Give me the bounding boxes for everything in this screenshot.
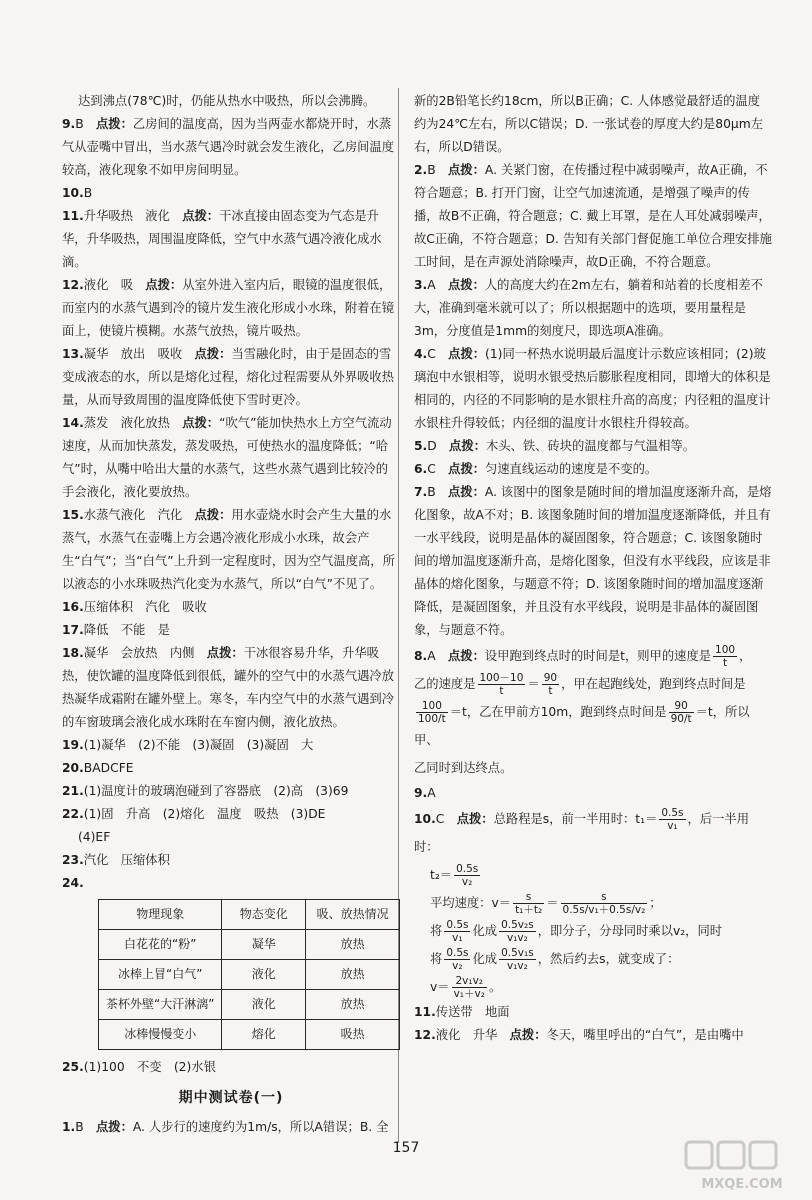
hint-label: 点拨：	[95, 1120, 133, 1134]
fraction-numerator: 0.5v₁s	[501, 947, 534, 959]
answer-value: 凝华 会放热 内侧	[83, 646, 195, 660]
hint-text: 乙房间的温度高，因为当两壶水都烧开时，水蒸气从壶嘴中冒出，当水蒸气遇冷时就会发生液化，乙房间温度较高，液化现象不如甲房间明显。	[62, 117, 395, 177]
equation-line	[414, 670, 772, 698]
answer-choice: C	[435, 812, 445, 826]
answer-20	[62, 757, 400, 780]
hint-text: 设甲跑到终点时的时间是t，则甲的速度是	[484, 649, 712, 663]
answer-value: 水蒸气液化 汽化	[83, 508, 183, 522]
midterm-answer-10	[414, 805, 772, 1001]
fraction-numerator: 100	[715, 644, 736, 656]
answer-14	[62, 412, 400, 504]
answer-value: (1)温度计的玻璃泡碰到了容器底 (2)高 (3)69	[83, 784, 349, 798]
midterm-answer-5	[414, 435, 772, 458]
fraction	[499, 919, 536, 944]
answer-number: 7.	[414, 485, 428, 499]
answer-21	[62, 780, 400, 803]
hint-text: 平均速度：v＝	[430, 896, 512, 910]
fraction	[513, 891, 544, 916]
fraction	[444, 919, 470, 944]
equation-line	[414, 698, 772, 754]
hint-text: 人的高度大约在2m左右，躺着和站着的长度相差不大，准确到毫米就可以了；所以根据题中的选项，要用量程是3m，分度值是1mm的刻度尺，即选项A准确。	[414, 278, 763, 338]
hint-label: 点拨：	[449, 439, 486, 453]
fraction-numerator: 0.5v₂s	[501, 919, 534, 931]
answer-number: 10.	[62, 186, 84, 200]
answer-number: 11.	[414, 1005, 436, 1019]
midterm-answer-6	[414, 458, 772, 481]
answer-number: 8.	[414, 649, 428, 663]
table-cell: 白花花的“粉”	[99, 930, 222, 960]
answer-number: 18.	[62, 646, 84, 660]
hint-label: 点拨：	[145, 278, 183, 292]
fraction-denominator: v₂	[452, 960, 463, 972]
fraction	[478, 672, 526, 697]
midterm-answer-12	[414, 1024, 772, 1047]
hint-text: 木头、铁、砖块的温度都与气温相等。	[485, 439, 695, 453]
table-header-cell: 物态变化	[222, 900, 306, 930]
answer-number: 17.	[62, 623, 84, 637]
hint-label: 点拨：	[448, 462, 486, 476]
answer-choice: B	[427, 163, 436, 177]
answer-number: 15.	[62, 508, 84, 522]
midterm-answer-2	[414, 159, 772, 274]
table-header-cell: 吸、放热情况	[306, 900, 400, 930]
answer-number: 12.	[414, 1028, 436, 1042]
table-cell: 放热	[306, 990, 400, 1020]
fraction	[444, 947, 470, 972]
hint-text: A. 人步行的速度约为1m/s，所以A错误；B. 全	[132, 1120, 389, 1134]
answer-12	[62, 274, 400, 343]
fraction-denominator: v₁	[452, 932, 463, 944]
answer-number: 25.	[62, 1060, 84, 1074]
left-column	[62, 90, 400, 1139]
fraction-numerator: 0.5s	[661, 807, 684, 819]
hint-label: 点拨：	[447, 485, 485, 499]
table-cell: 液化	[222, 990, 306, 1020]
right-column	[400, 90, 772, 1047]
fraction-numerator: s	[513, 891, 544, 904]
answer-choice: A	[427, 649, 436, 663]
answer-number: 22.	[62, 807, 84, 821]
table-cell: 茶杯外壁“大汗淋漓”	[99, 990, 222, 1020]
answer-9	[62, 113, 400, 182]
answer-choice: C	[427, 347, 436, 361]
answer-value: 蒸发 液化放热	[83, 416, 170, 430]
hint-text: ＝t，所以甲、	[414, 705, 750, 747]
answer-11	[62, 205, 400, 274]
hint-text: A. 该图中的图象是随时间的增加温度逐渐升高，是熔化图象，故A不对；B. 该图象随时间的增加温度逐渐降低，并且有一水平线段，说明是晶体的凝固图象，符合题意；C. 该图象随时间的增加温度逐渐升高，是熔化图象，但没有水平线段，应该是非晶体的熔化图象，与题意不符；D. 该图象随时间的增加温度逐渐降低，是凝固图象，并且没有水平线段，说明是非晶体的凝固图象，与题意不符。	[414, 485, 772, 637]
hint-text: v＝	[430, 980, 450, 994]
table-cell: 吸热	[306, 1020, 400, 1050]
answer-value: 传送带 地面	[435, 1005, 510, 1019]
hint-text: ，然后约去s，就变成了：	[537, 952, 680, 966]
equation-line	[414, 861, 772, 889]
fraction	[669, 700, 694, 725]
hint-label: 点拨：	[447, 163, 485, 177]
answer-choice: B	[75, 1120, 84, 1134]
answer-number: 23.	[62, 853, 84, 867]
fraction-denominator: 100/t	[418, 713, 446, 725]
answer-number: 13.	[62, 347, 84, 361]
answer-number: 6.	[414, 462, 428, 476]
answer-8-continued: 达到沸点(78℃)时，仍能从热水中吸热，所以会沸腾。	[78, 94, 376, 108]
hint-text: t₂＝	[430, 868, 453, 882]
fraction-numerator: 2v₁v₂	[452, 975, 487, 988]
answer-value: 汽化 压缩体积	[83, 853, 170, 867]
fraction-denominator: 90/t	[670, 713, 692, 725]
fraction-numerator: 90	[543, 672, 558, 684]
fraction-numerator: s	[561, 891, 648, 904]
fraction-numerator: 0.5s	[446, 919, 469, 931]
fraction-denominator: v₁v₂	[506, 960, 528, 972]
answer-number: 21.	[62, 784, 84, 798]
hint-text: ，甲在起跑线处，跑到终点时间是	[561, 677, 746, 691]
hint-text: 当雪融化时，由于是固态的雪变成液态的水，所以是熔化过程，熔化过程需要从外界吸收热量，从而导致周围的温度降低使下雪时更冷。	[62, 347, 395, 407]
fraction	[542, 672, 559, 697]
answer-number: 11.	[62, 209, 84, 223]
fraction	[561, 891, 648, 916]
hint-text: 乙的速度是	[414, 677, 476, 691]
hint-label: 点拨：	[95, 117, 133, 131]
hint-label: 点拨：	[194, 508, 232, 522]
answer-number: 3.	[414, 278, 428, 292]
watermark-logo	[682, 1138, 802, 1196]
answer-number: 1.	[62, 1120, 76, 1134]
answer-choice: A	[427, 786, 436, 800]
midterm-answer-3	[414, 274, 772, 343]
phenomena-table	[98, 899, 400, 1050]
hint-label: 点拨：	[448, 347, 486, 361]
table-cell: 放热	[306, 960, 400, 990]
answer-number: 19.	[62, 738, 84, 752]
answer-number: 14.	[62, 416, 84, 430]
answer-value: (1)100 不变 (2)水银	[83, 1060, 216, 1074]
hint-text: A. 关紧门窗，在传播过程中减弱噪声，故A正确，不符合题意；B. 打开门窗，让空气加速流通，是增强了噪声的传播，故B不正确，符合题意；C. 戴上耳罩，是在人耳处减弱噪声，故C正确，不符合题意；D. 告知有关部门督促施工单位合理安排施工时间，是在声源处消除噪声，故D正确，不符合题意。	[414, 163, 772, 269]
table-cell: 液化	[222, 960, 306, 990]
table-row	[99, 1020, 400, 1050]
answer-16	[62, 596, 400, 619]
equation-line	[414, 945, 772, 973]
midterm-answer-4	[414, 343, 772, 435]
fraction	[452, 975, 487, 1000]
answer-number: 5.	[414, 439, 428, 453]
midterm-answer-1-continued: 新的2B铅笔长约18cm，所以B正确；C. 人体感觉最舒适的温度约为24℃左右，所以C错误；D. 一张试卷的厚度大约是80μm左右，所以D错误。	[414, 94, 764, 154]
hint-text: 匀速直线运动的速度是不变的。	[485, 462, 658, 476]
fraction	[659, 807, 685, 832]
equation-line	[414, 917, 772, 945]
hint-text: ，即分子，分母同时乘以v₂，同时	[537, 924, 723, 938]
table-cell: 冰棒慢慢变小	[99, 1020, 222, 1050]
hint-label: 点拨：	[182, 416, 220, 430]
answer-25	[62, 1056, 400, 1079]
midterm-answer-1	[62, 1116, 400, 1139]
hint-text: 干冰直接由固态变为气态是升华，升华吸热，周围温度降低，空气中水蒸气遇冷液化成水滴。	[62, 209, 382, 269]
watermark-text: MXQE.COM	[701, 1177, 783, 1192]
hint-text: (1)同一杯热水说明最后温度计示数应该相同；(2)玻璃泡中水银相等，说明水银受热后膨胀程度相同，即增大的体积是相同的，内径的不同影响的是水银柱升高的高度；内径粗的温度计水银柱升得较低；内径细的温度计水银柱升得较高。	[414, 347, 771, 430]
hint-text: 冬天，嘴里呼出的“白气”，是由嘴中	[546, 1028, 744, 1042]
answer-value: 压缩体积 汽化 吸收	[83, 600, 207, 614]
answer-number: 2.	[414, 163, 428, 177]
answer-value: 升华吸热 液化	[83, 209, 170, 223]
hint-text: 从室外进入室内后，眼镜的温度很低，而室内的水蒸气遇到冷的镜片发生液化形成小水珠，附着在镜面上，使镜片模糊。水蒸气放热，镜片吸热。	[62, 278, 395, 338]
table-cell: 冰棒上冒“白气”	[99, 960, 222, 990]
answer-23	[62, 849, 400, 872]
answer-15	[62, 504, 400, 596]
answer-13	[62, 343, 400, 412]
hint-text: ，后一半用时：	[414, 812, 750, 854]
answer-value: (1)固 升高 (2)熔化 温度 吸热 (3)DE	[83, 807, 326, 821]
answer-value: 凝华 放出 吸收	[83, 347, 183, 361]
fraction-denominator: t	[723, 657, 728, 669]
answer-19	[62, 734, 400, 757]
fraction	[416, 700, 448, 725]
midterm-answer-7	[414, 481, 772, 642]
hint-text: ＝t，乙在甲前方10m，跑到终点时间是	[449, 705, 667, 719]
midterm-answer-11	[414, 1001, 772, 1024]
hint-label: 点拨：	[194, 347, 232, 361]
table-cell: 熔化	[222, 1020, 306, 1050]
answer-number: 20.	[62, 761, 84, 775]
table-row	[99, 990, 400, 1020]
fraction-denominator: v₁＋v₂	[453, 988, 485, 1000]
answer-number: 12.	[62, 278, 84, 292]
hint-label: 点拨：	[456, 812, 494, 826]
hint-label: 点拨：	[509, 1028, 547, 1042]
fraction-denominator: v₁	[667, 820, 678, 832]
equation-line	[414, 805, 772, 861]
hint-label: 点拨：	[182, 209, 220, 223]
table-cell: 放热	[306, 930, 400, 960]
table-row	[99, 930, 400, 960]
fraction	[454, 863, 480, 888]
table-cell: 凝华	[222, 930, 306, 960]
hint-text: 将	[430, 952, 443, 966]
answer-choice: B	[75, 117, 84, 131]
table-row	[99, 960, 400, 990]
answer-17	[62, 619, 400, 642]
fraction-denominator: t	[499, 685, 504, 697]
midterm-answer-9	[414, 782, 772, 805]
answer-value: (1)凝华 (2)不能 (3)凝固 (3)凝固 大	[83, 738, 314, 752]
answer-choice: C	[427, 462, 436, 476]
fraction-denominator: v₂	[461, 876, 473, 888]
answer-number: 9.	[414, 786, 428, 800]
answer-22-part4: (4)EF	[78, 830, 111, 844]
answer-number: 16.	[62, 600, 84, 614]
page-number: 157	[392, 1140, 420, 1156]
equation-line: 平均速度：v＝ $\frac{s}{\text{t₁＋t₂}}$ ＝ $\frac{s}{\text{0.5s/v₁＋0.5s/v₂}}$ ；	[430, 891, 662, 916]
fraction-denominator: v₁v₂	[506, 932, 528, 944]
answer-number: 4.	[414, 347, 428, 361]
hint-text: 化成	[472, 924, 498, 938]
hint-text: 乙同时到达终点。	[414, 761, 513, 775]
hint-text: “吹气”能加快热水上方空气流动速度，从而加快蒸发，蒸发吸热，可使热水的温度降低；“哈气”时，从嘴中哈出大量的水蒸气，这些水蒸气遇到比较冷的手会液化，液化要放热。	[62, 416, 392, 499]
answer-18	[62, 642, 400, 734]
answer-value: 液化 升华	[435, 1028, 498, 1042]
table-header-cell: 物理现象	[99, 900, 222, 930]
hint-label: 点拨：	[447, 649, 485, 663]
answer-10	[62, 182, 400, 205]
hint-text: 总路程是s，前一半用时：t₁＝	[493, 812, 658, 826]
fraction	[713, 644, 737, 669]
answer-value: 液化 吸	[83, 278, 133, 292]
hint-text: 化成	[472, 952, 498, 966]
fraction-denominator: 0.5s/v₁＋0.5s/v₂	[562, 904, 646, 916]
table-header-row	[99, 900, 400, 930]
answer-24	[62, 872, 400, 895]
fraction-numerator: 100－10	[479, 672, 524, 684]
answer-choice: B	[83, 186, 93, 200]
fraction-denominator: t	[548, 685, 553, 697]
fraction-numerator: 90	[669, 700, 694, 713]
hint-text: 干冰很容易升华，升华吸热，使饮罐的温度降低到很低，罐外的空气中的水蒸气遇冷放热凝华成霜附在罐外壁上。寒冬，车内空气中的水蒸气遇到冷的车窗玻璃会液化成水珠附在车窗内侧，液化放热。	[62, 646, 395, 729]
fraction-numerator: 100	[416, 700, 448, 713]
answer-value: 降低 不能 是	[83, 623, 170, 637]
fraction-numerator: 0.5s	[456, 863, 479, 875]
answer-number: 24.	[62, 876, 84, 890]
hint-label: 点拨：	[206, 646, 244, 660]
fraction	[499, 947, 536, 972]
answer-choice: D	[427, 439, 437, 453]
equation-line: v＝ $\frac{\text{2v₁v₂}}{\text{v₁＋v₂}}$ 。	[430, 975, 502, 1000]
hint-text: 将	[430, 924, 443, 938]
section-heading: 期中测试卷(一)	[178, 1090, 284, 1106]
answer-22	[62, 803, 400, 826]
answer-choice: B	[427, 485, 436, 499]
answer-number: 9.	[62, 117, 76, 131]
fraction-denominator: t₁＋t₂	[515, 904, 543, 916]
hint-text: 用水壶烧水时会产生大量的水蒸气，水蒸气在壶嘴上方会遇冷液化形成小水珠，故会产生“白气”；当“白气”上升到一定程度时，因为空气温度高，所以液态的小水珠吸热汽化变为水蒸气，所以“白气”不见了。	[62, 508, 395, 591]
answer-number: 10.	[414, 812, 436, 826]
answer-value: BADCFE	[83, 761, 134, 775]
fraction-numerator: 0.5s	[446, 947, 469, 959]
hint-label: 点拨：	[447, 278, 485, 292]
midterm-answer-8: 8.A 点拨：设甲跑到终点时的时间是t，则甲的速度是 $\frac{100}{t}$ ， 乙的速度是 $\frac{100-10}{t}$ ＝ $\frac{90}{t}$ ，甲在起跑线处，跑到终点时间是 $\frac{100}{100/t}$ ＝t，乙在甲前方10m，跑到终点时间是 $\frac{90}{90/t}$ ＝t，所以甲、 乙同时到达终点。	[414, 642, 772, 782]
equals-sign: ＝	[527, 677, 540, 691]
answer-choice: A	[427, 278, 436, 292]
